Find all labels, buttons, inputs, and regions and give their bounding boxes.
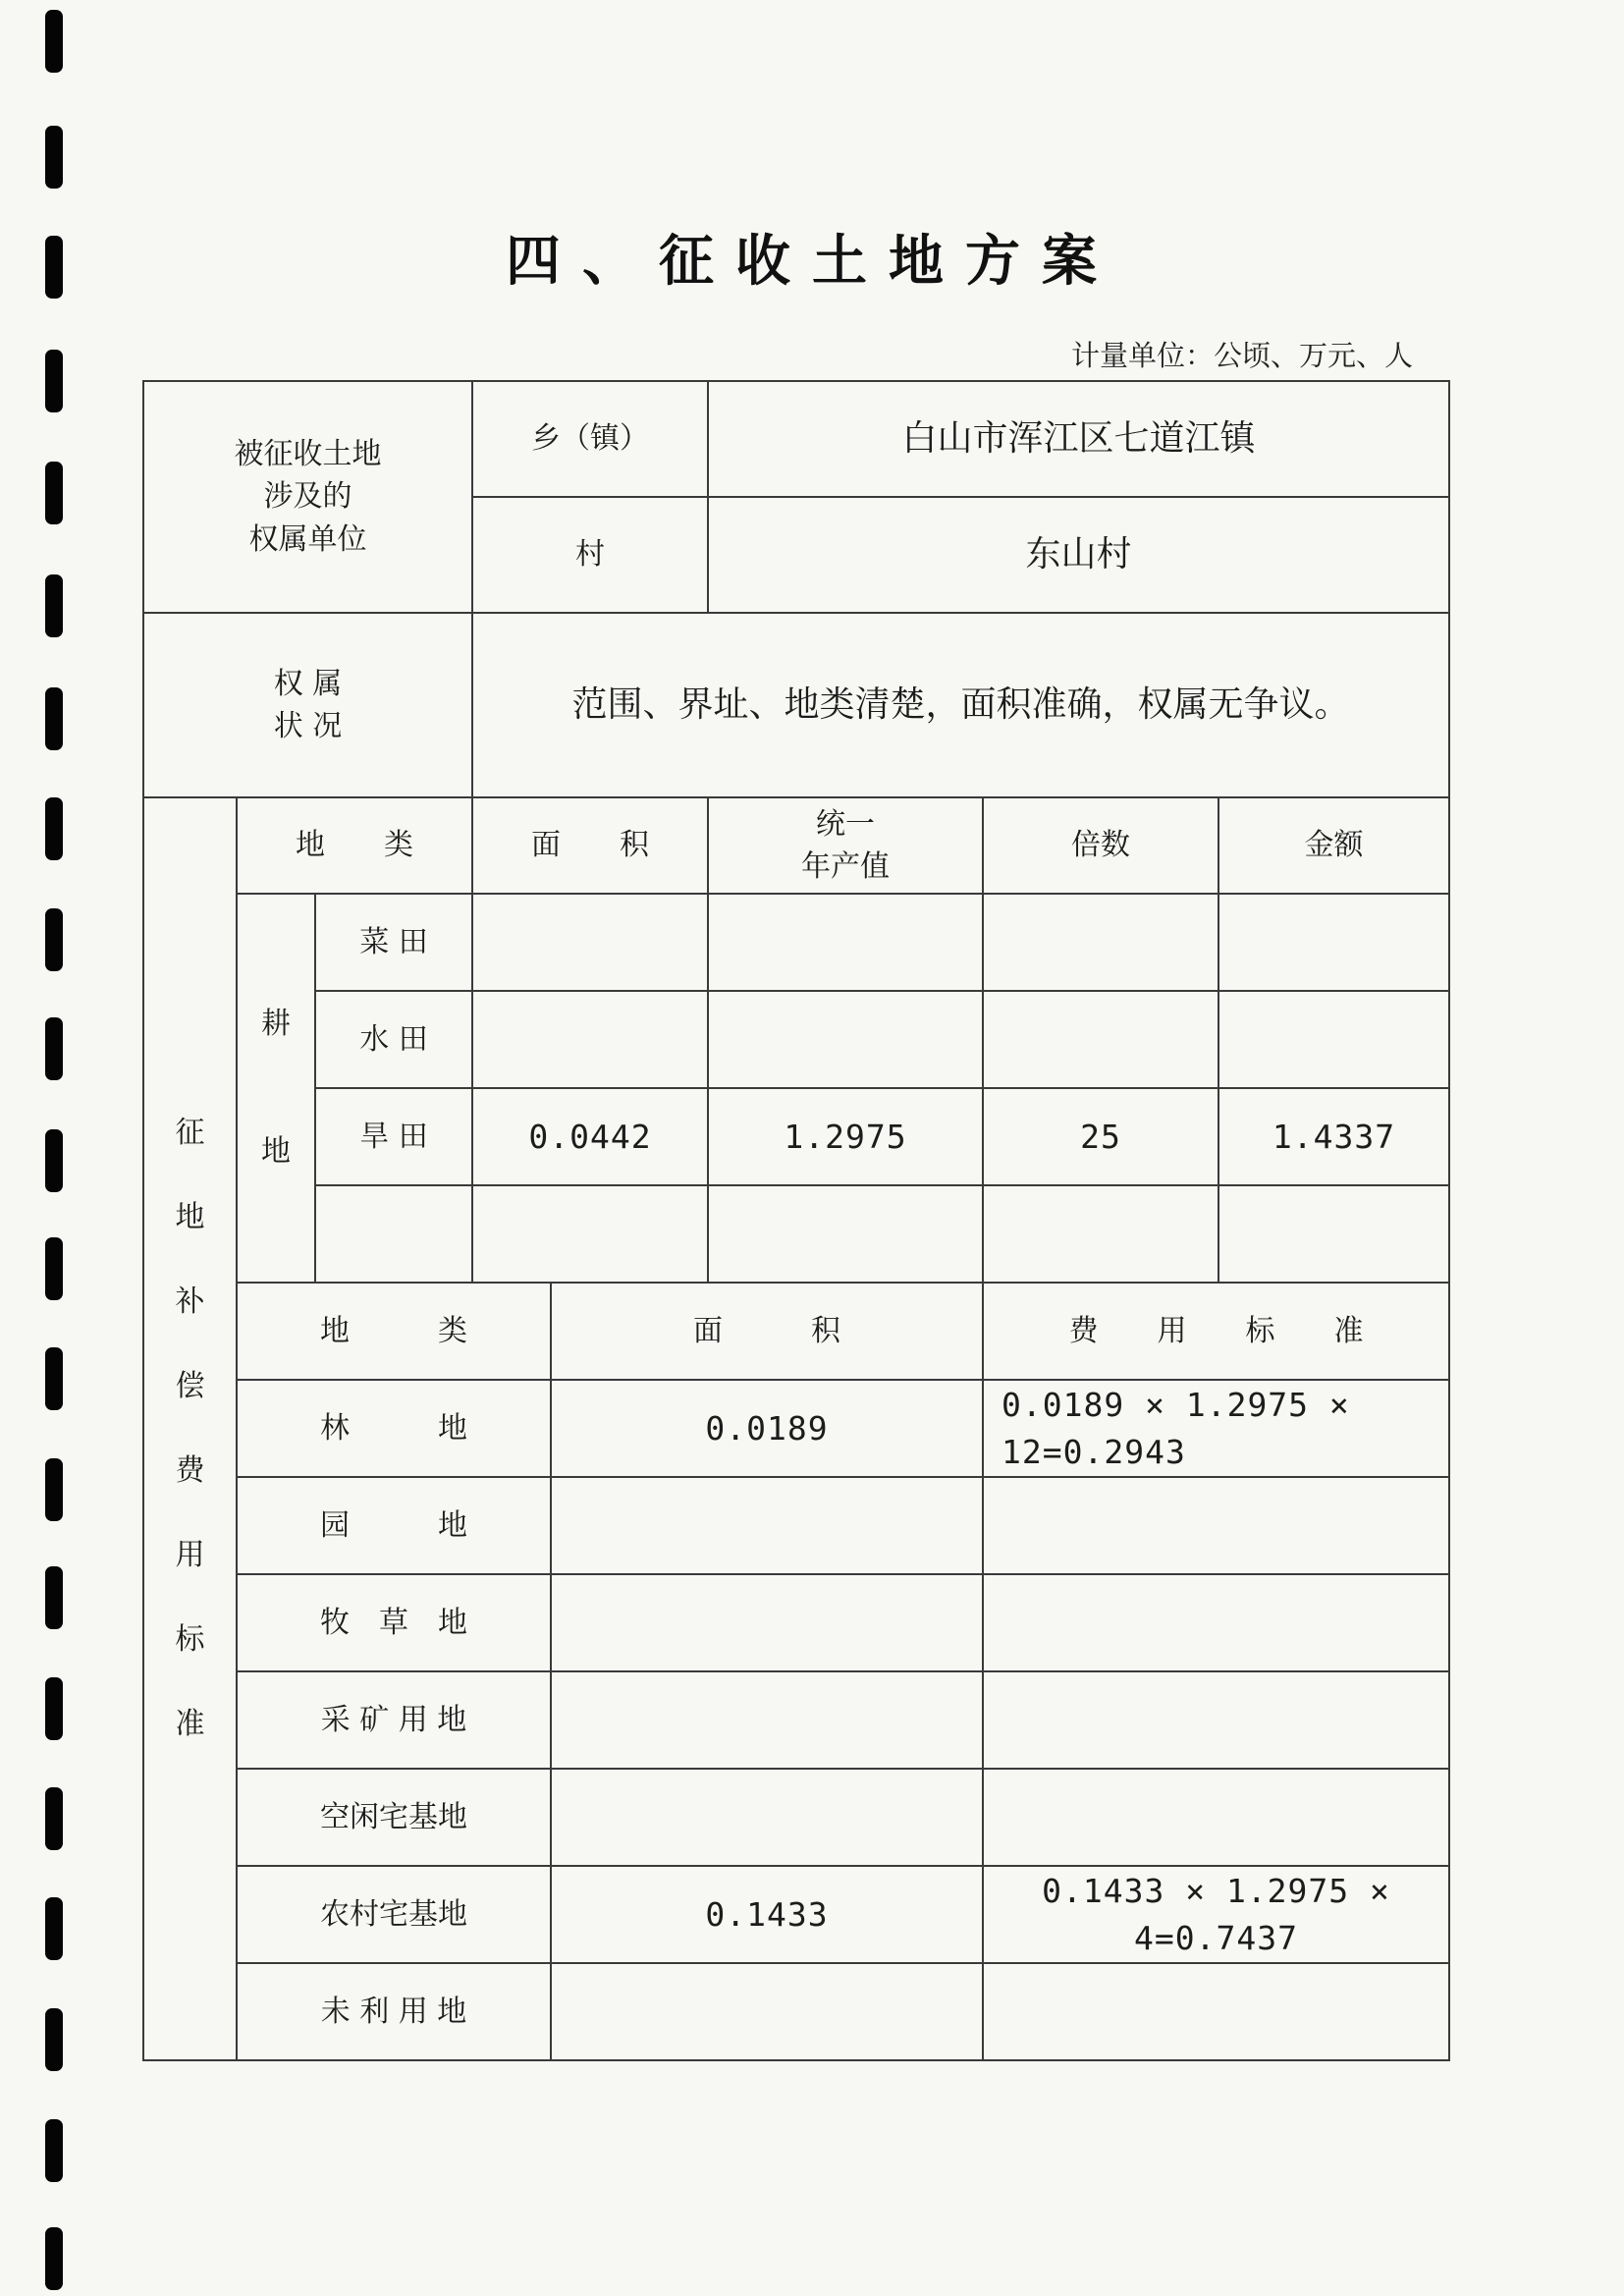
header-land-type: 地 类 <box>237 1283 551 1380</box>
area-cell <box>551 1963 983 2060</box>
cultivated-header-row <box>143 797 1449 894</box>
multiple-cell <box>983 1185 1218 1283</box>
standard-cell: 0.0189 × 1.2975 × 12=0.2943 <box>983 1380 1449 1477</box>
ownership-status-row <box>143 613 1449 797</box>
land-type-cell: 农村宅基地 <box>237 1866 551 1963</box>
village-value: 东山村 <box>708 497 1449 613</box>
land-type-cell <box>315 1185 472 1283</box>
page-title: 四、征收土地方案 <box>506 230 1118 294</box>
table-row <box>143 1477 1449 1574</box>
header-unified-value: 统一 年产值 <box>708 797 983 894</box>
township-label: 乡（镇） <box>472 381 708 497</box>
ownership-status-value: 范围、界址、地类清楚，面积准确，权属无争议。 <box>472 613 1449 797</box>
standard-cell <box>983 1671 1449 1769</box>
area-cell <box>472 991 708 1088</box>
table-row <box>143 1380 1449 1477</box>
header-multiple: 倍数 <box>983 797 1218 894</box>
standard-cell <box>983 1963 1449 2060</box>
area-cell <box>472 894 708 991</box>
land-type-cell: 菜 田 <box>315 894 472 991</box>
area-cell <box>551 1477 983 1574</box>
unit-note: 计量单位：公顷、万元、人 <box>1070 339 1413 372</box>
township-value: 白山市浑江区七道江镇 <box>708 381 1449 497</box>
multiple-cell: 25 <box>983 1088 1218 1185</box>
area-cell <box>551 1769 983 1866</box>
land-acquisition-table <box>142 380 1450 2061</box>
header-standard: 费 用 标 准 <box>983 1283 1449 1380</box>
area-cell <box>551 1574 983 1671</box>
standard-cell <box>983 1769 1449 1866</box>
table-row <box>143 1866 1449 1963</box>
value-cell <box>708 991 983 1088</box>
land-type-cell: 林 地 <box>237 1380 551 1477</box>
area-cell <box>472 1185 708 1283</box>
header-area: 面 积 <box>472 797 708 894</box>
table-row <box>143 1088 1449 1185</box>
value-cell <box>708 1185 983 1283</box>
amount-cell <box>1218 991 1449 1088</box>
land-type-cell: 水 田 <box>315 991 472 1088</box>
table-row <box>143 1574 1449 1671</box>
header-area: 面 积 <box>551 1283 983 1380</box>
land-type-cell: 采 矿 用 地 <box>237 1671 551 1769</box>
value-cell: 1.2975 <box>708 1088 983 1185</box>
table-row <box>143 1769 1449 1866</box>
multiple-cell <box>983 991 1218 1088</box>
area-cell: 0.1433 <box>551 1866 983 1963</box>
header-land-type: 地 类 <box>237 797 472 894</box>
table-row <box>143 1963 1449 2060</box>
land-type-cell: 园 地 <box>237 1477 551 1574</box>
table-row <box>143 1671 1449 1769</box>
table-row <box>143 894 1449 991</box>
land-type-cell: 牧 草 地 <box>237 1574 551 1671</box>
amount-cell <box>1218 894 1449 991</box>
ownership-status-label: 权 属 状 况 <box>143 613 472 797</box>
compensation-side-label: 征 地 补 偿 费 用 标 准 <box>143 797 237 2060</box>
area-cell: 0.0189 <box>551 1380 983 1477</box>
standard-cell: 0.1433 × 1.2975 × 4=0.7437 <box>983 1866 1449 1963</box>
binding-holes <box>41 0 69 2296</box>
header-amount: 金额 <box>1218 797 1449 894</box>
ownership-unit-label: 被征收土地 涉及的 权属单位 <box>143 381 472 613</box>
standard-cell <box>983 1574 1449 1671</box>
amount-cell: 1.4337 <box>1218 1088 1449 1185</box>
land-type-cell: 空闲宅基地 <box>237 1769 551 1866</box>
area-cell <box>551 1671 983 1769</box>
value-cell <box>708 894 983 991</box>
table-row <box>143 991 1449 1088</box>
area-cell: 0.0442 <box>472 1088 708 1185</box>
village-label: 村 <box>472 497 708 613</box>
land-type-cell: 旱 田 <box>315 1088 472 1185</box>
other-header-row <box>143 1283 1449 1380</box>
table-row <box>143 1185 1449 1283</box>
multiple-cell <box>983 894 1218 991</box>
amount-cell <box>1218 1185 1449 1283</box>
standard-cell <box>983 1477 1449 1574</box>
township-row <box>143 381 1449 497</box>
cultivated-label: 耕 地 <box>237 894 315 1283</box>
land-type-cell: 未 利 用 地 <box>237 1963 551 2060</box>
